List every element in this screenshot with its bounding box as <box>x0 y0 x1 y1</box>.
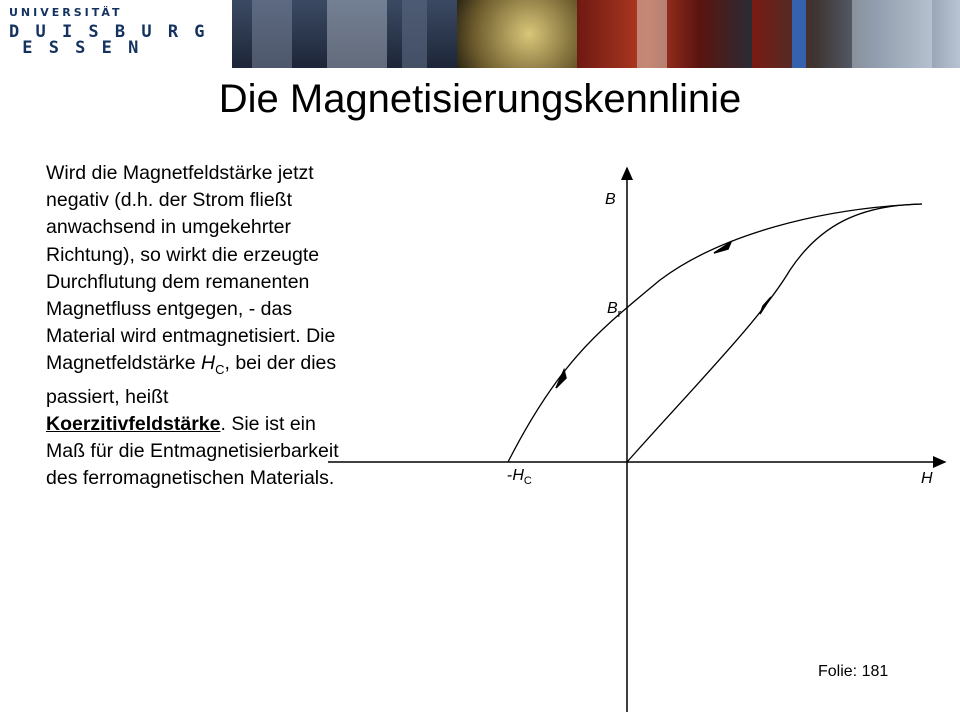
demagnetization-curve <box>508 204 922 462</box>
arrow-rising-branch-icon <box>760 297 771 314</box>
keyword-coercivity: Koerzitivfeldstärke <box>46 412 221 435</box>
body-text-part-3: . Sie ist ein Maß für die Entmagnetisierbarkeit des ferromagnetischen Materials. <box>46 412 339 490</box>
slide-title: Die Magnetisierungskennlinie <box>218 77 742 121</box>
body-text-part-1: Wird die Magnetfeldstärke jetzt negativ (d.h. der Strom fließt anwachsend in umgekehrter Richtung), so wirkt die erzeugte Durchflutung dem remanenten Magnetfluss entgegen, - das Material wird entmagnetisiert. Die Magnetfeldstärke <box>46 162 336 375</box>
coercive-symbol-subscript: C <box>215 362 225 378</box>
label-coercive-field: $-H_C$ <box>507 467 532 488</box>
logo-line-2: D U I S B U R G <box>9 22 208 42</box>
slide-number: Folie: 181 <box>818 663 889 680</box>
logo-line-1: UNIVERSITÄT <box>9 6 123 19</box>
initial-magnetization-curve <box>627 204 922 462</box>
label-remanence: $B_r$ <box>607 300 622 321</box>
logo-line-3: E S S E N <box>9 38 142 58</box>
label-h: H <box>921 470 933 487</box>
arrow-lower-branch-icon <box>556 370 566 388</box>
body-text-part-2: , bei der dies passiert, heißt <box>46 352 337 408</box>
label-b: B <box>605 191 616 208</box>
coercive-symbol: H <box>201 352 216 375</box>
